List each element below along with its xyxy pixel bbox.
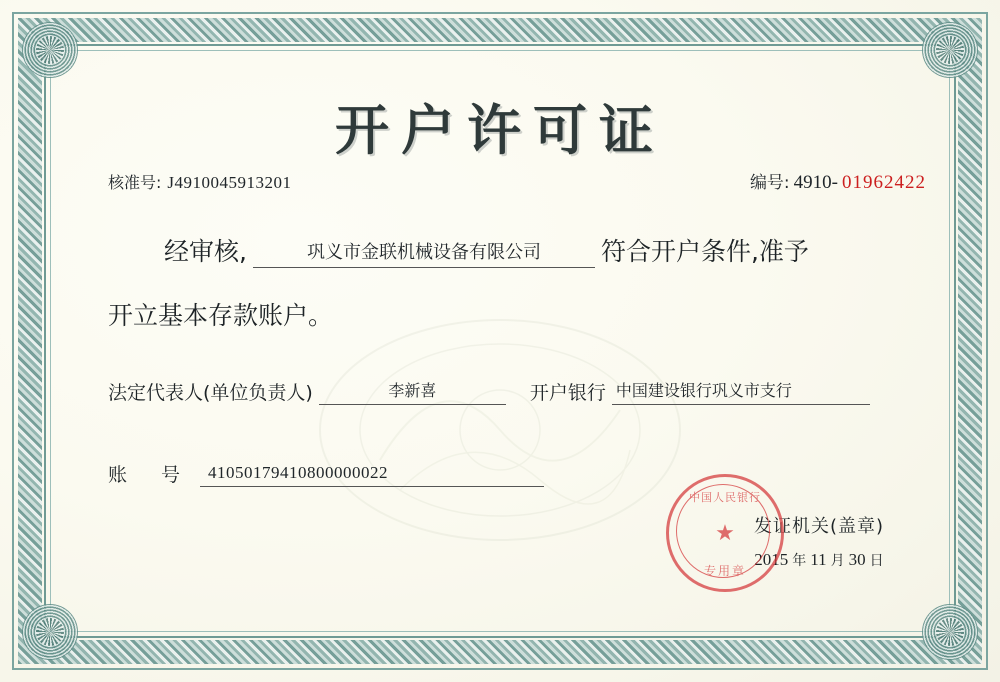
approval-number-group <box>108 170 292 193</box>
seal-bottom-text: 专用章 <box>703 564 746 578</box>
serial-number-group <box>750 168 926 194</box>
approval-number-value: J4910045913201 <box>167 173 292 192</box>
approval-number-label: 核准号: <box>108 173 162 192</box>
seal-star-icon: ★ <box>715 520 735 545</box>
statement-line-1 <box>108 232 926 268</box>
bank-label: 开户银行 <box>529 382 606 404</box>
month-character: 月 <box>830 553 845 569</box>
certificate-content <box>60 60 940 622</box>
representative-name-field: 李新喜 <box>319 378 506 405</box>
issue-year: 2015 <box>754 550 789 569</box>
day-character: 日 <box>869 553 884 569</box>
issuer-label: 发证机关(盖章) <box>753 516 884 537</box>
company-name-field: 巩义市金联机械设备有限公司 <box>253 238 595 268</box>
account-label: 账 号 <box>108 464 195 486</box>
representative-row <box>108 378 926 405</box>
seal-top-text: 中国人民银行 <box>689 491 761 504</box>
issue-day: 30 <box>848 550 866 569</box>
statement-line-2: 开立基本存款账户。 <box>108 301 334 330</box>
serial-number-value: 01962422 <box>842 172 926 193</box>
serial-number-label: 编号: <box>749 173 790 193</box>
page-title: 开户许可证 <box>335 99 665 162</box>
bank-name-field: 中国建设银行巩义市支行 <box>612 378 870 405</box>
serial-number-prefix: 4910- <box>793 172 838 193</box>
representative-label: 法定代表人(单位负责人) <box>108 382 313 404</box>
account-number-field: 41050179410800000022 <box>200 463 544 487</box>
codes-row <box>108 168 926 194</box>
year-character: 年 <box>792 553 807 569</box>
issue-date <box>754 550 884 570</box>
account-row <box>108 460 550 487</box>
statement-lead: 经审核, <box>164 237 247 266</box>
issuer-block <box>754 512 884 570</box>
issue-month: 11 <box>810 550 827 569</box>
statement-tail: 符合开户条件,准予 <box>600 237 809 266</box>
